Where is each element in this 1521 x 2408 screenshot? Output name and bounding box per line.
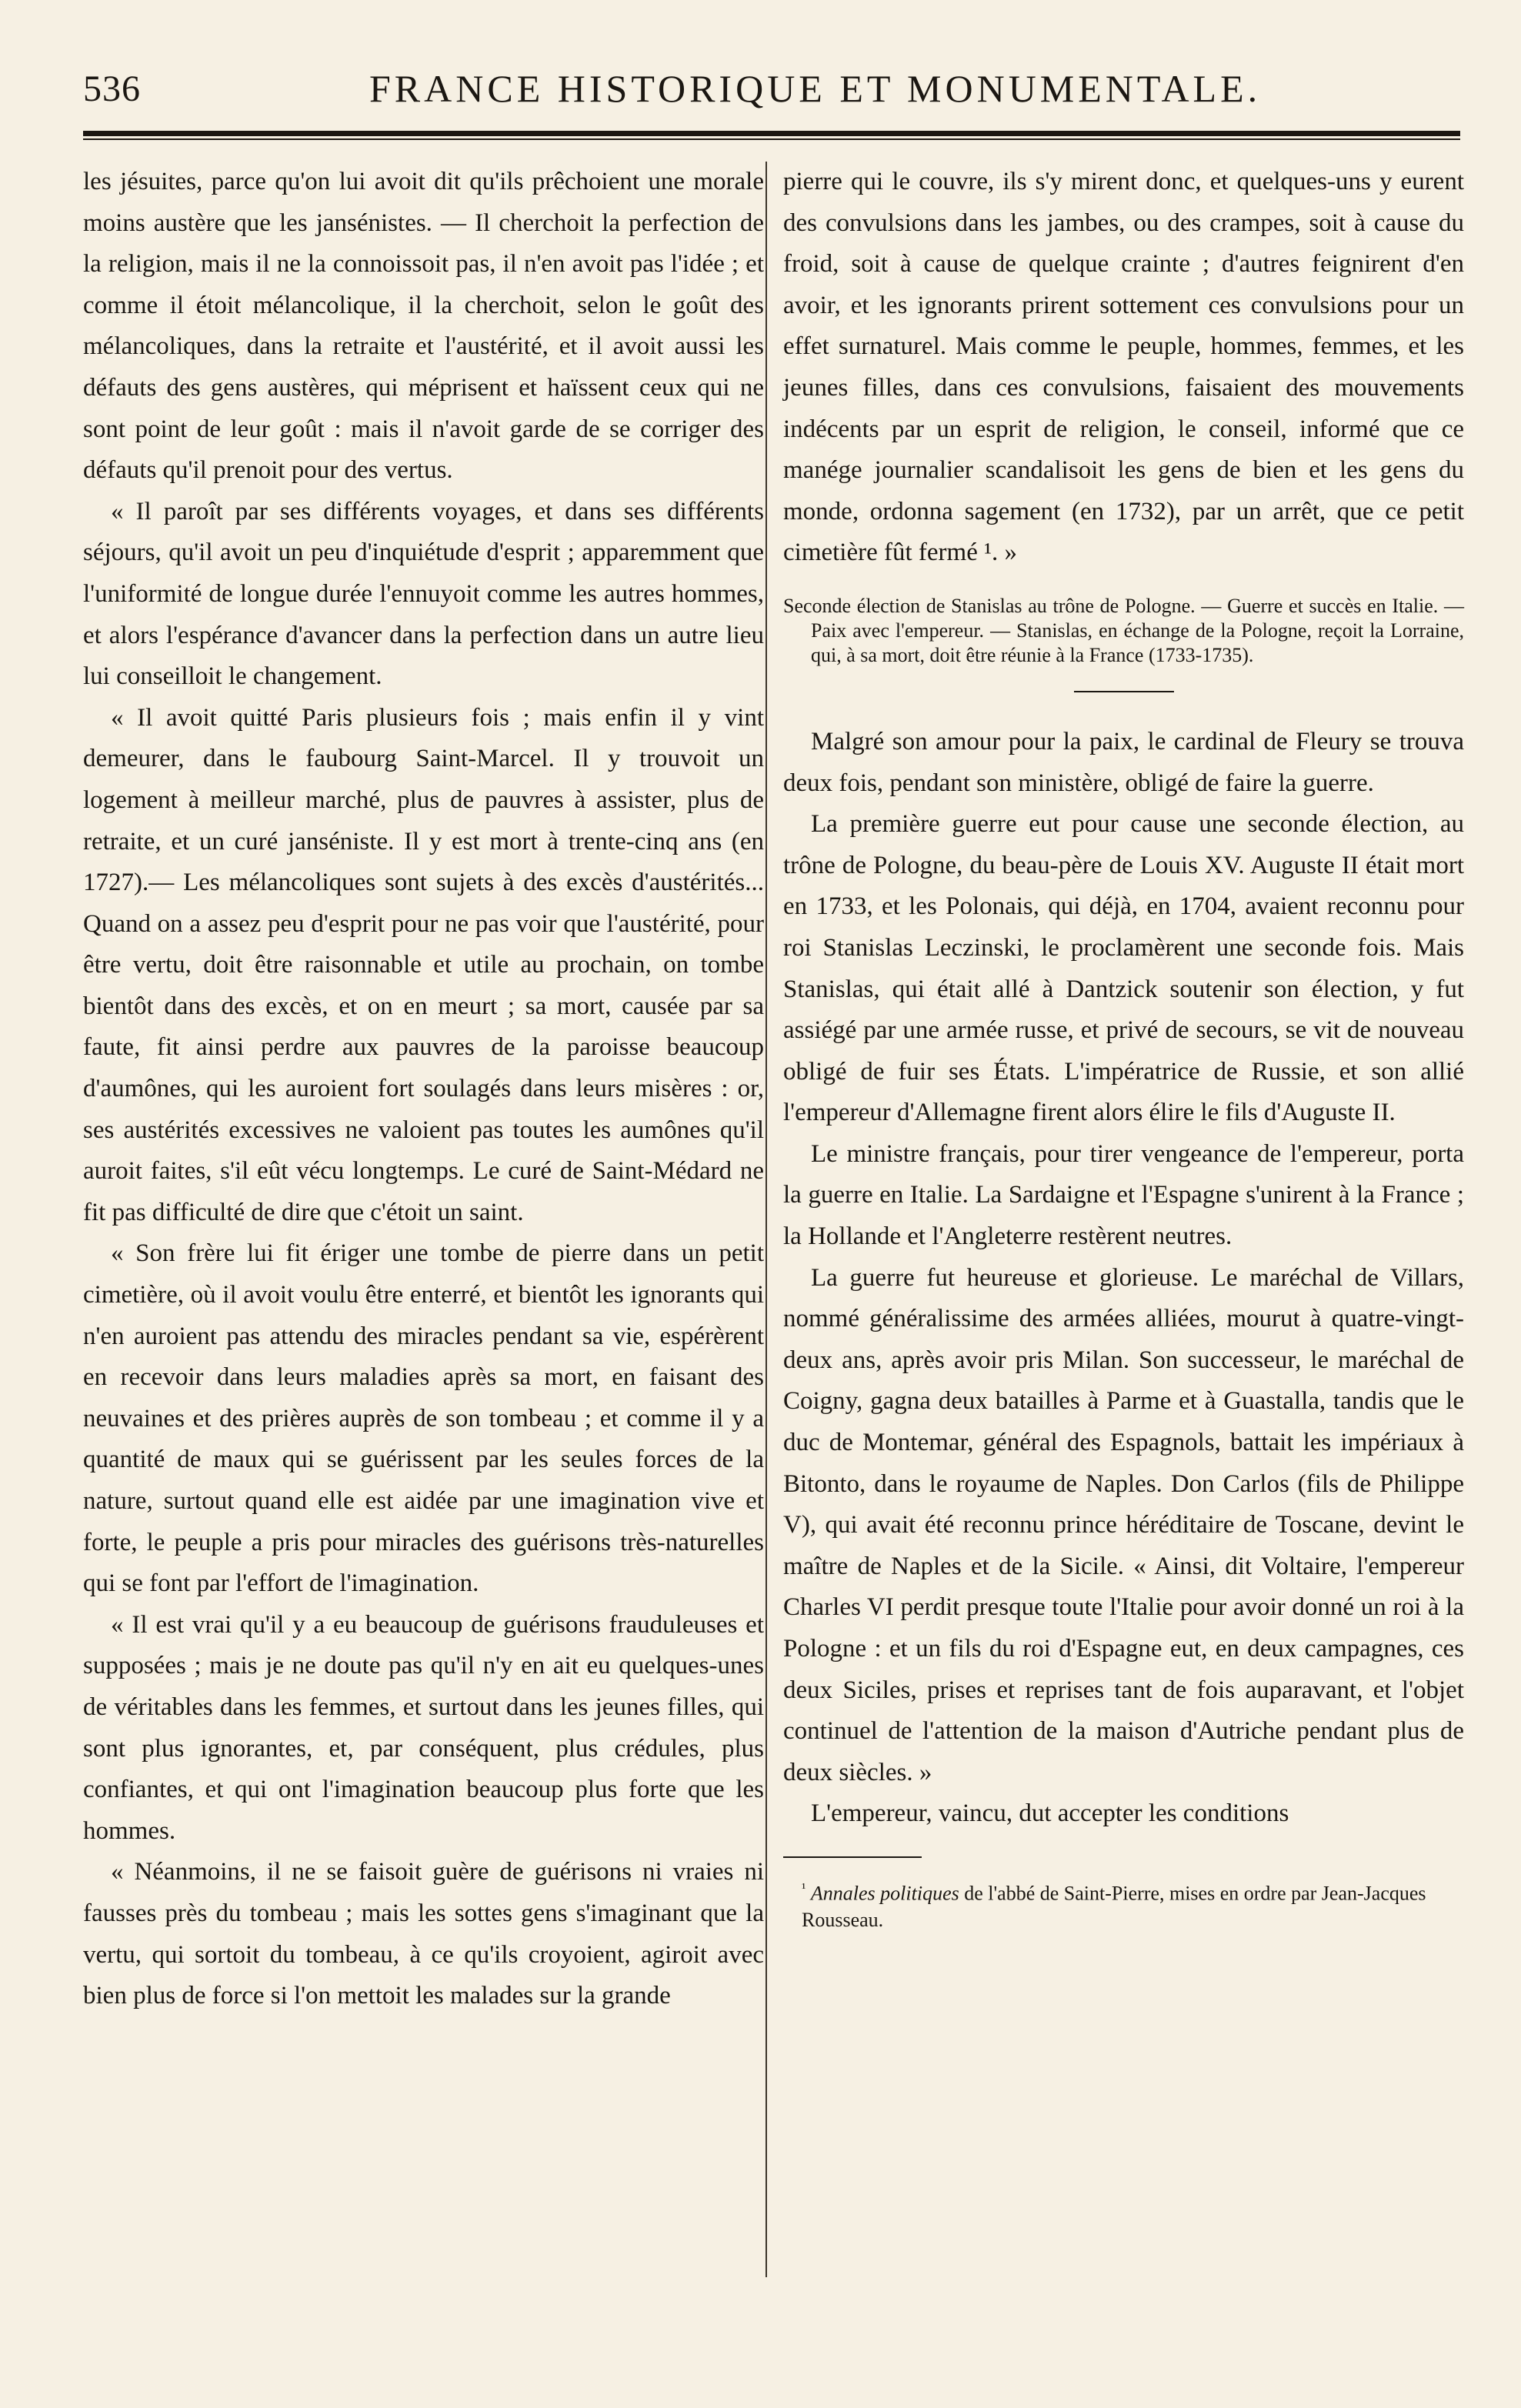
paragraph: L'empereur, vaincu, dut accepter les conditions <box>811 1799 1289 1828</box>
footnote-text: de l'abbé de Saint-Pierre, mises en ordre par Jean-Jacques Rousseau. <box>802 1882 1426 1931</box>
column-divider <box>766 162 767 2277</box>
paragraph: pierre qui le couvre, ils s'y mirent donc, et quelques-uns y eurent des convulsions dans les jambes, ou des crampes, soit à cause du froid, soit à cause de quelque crainte ; d'autres feignirent d'en avoir, et les ignorants prirent sottement ces convulsions pour un effet surnaturel. Mais comme le peuple, hommes, femmes, et les jeunes filles, dans ces convulsions, faisaient des mouvements indécents par un esprit de religion, le conseil, informé que ce manége journalier scandalisoit les gens de bien et les gens du monde, ordonna sagement (en 1732), par un arrêt, que ce petit cimetière fût fermé ¹. » <box>783 168 1464 567</box>
paragraph: « Son frère lui fit ériger une tombe de pierre dans un petit cimetière, où il avoit voulu être enterré, et bientôt les ignorants qui n'en auroient pas attendu des miracles pendant sa vie, espérèrent en recevoir dans leurs maladies après sa mort, en faisant des neuvaines et des prières auprès de son tombeau ; et comme il y a quantité de maux qui se guérissent par les seules forces de la nature, surtout quand elle est aidée par une imagination vive et forte, le peuple a pris pour miracles des guérisons très-naturelles qui se font par l'effort de l'imagination. <box>83 1239 764 1598</box>
paragraph: « Il paroît par ses différents voyages, et dans ses différents séjours, qu'il avoit un peu d'inquiétude d'esprit ; apparemment que l'uniformité de longue durée l'ennuyoit comme les autres hommes, et alors l'espérance d'avancer dans la perfection dans un autre lieu lui conseilloit le changement. <box>83 497 764 691</box>
paragraph: La première guerre eut pour cause une seconde élection, au trône de Pologne, du beau-père de Louis XV. Auguste II était mort en 1733, et les Polonais, qui déjà, en 1704, avaient reconnu pour roi Stanislas Leczinski, le proclamèrent une seconde fois. Mais Stanislas, qui était allé à Dantzick soutenir son élection, y fut assiégé par une armée russe, et privé de secours, se vit de nouveau obligé de fuir ses États. L'impératrice de Russie, et son allié l'empereur d'Allemagne firent alors élire le fils d'Auguste II. <box>783 810 1464 1127</box>
paragraph: Malgré son amour pour la paix, le cardinal de Fleury se trouva deux fois, pendant son ministère, obligé de faire la guerre. <box>783 727 1464 797</box>
paragraph: Le ministre français, pour tirer vengeance de l'empereur, porta la guerre en Italie. La Sardaigne et l'Espagne s'unirent à la France ; la Hollande et l'Angleterre restèrent neutres. <box>783 1139 1464 1251</box>
footnote <box>783 1875 1464 1933</box>
paragraph: « Il avoit quitté Paris plusieurs fois ; mais enfin il y vint demeurer, dans le faubourg Saint-Marcel. Il y trouvoit un logement à meilleur marché, plus de pauvres à assister, plus de retraite, et un curé janséniste. Il y est mort à trente-cinq ans (en 1727).— Les mélancoliques sont sujets à des excès d'austérités... Quand on a assez peu d'esprit pour ne pas voir que l'austérité, pour être vertu, doit être raisonnable et utile au prochain, on tombe bientôt dans des excès, et on en meurt ; sa mort, causée par sa faute, fit ainsi perdre aux pauvres de la paroisse beaucoup d'aumônes, qui les auroient fort soulagés dans leurs misères : or, ses austérités excessives ne valoient pas toutes les aumônes qu'il auroit faites, s'il eût vécu longtemps. Le curé de Saint-Médard ne fit pas difficulté de dire que c'étoit un saint. <box>83 703 764 1226</box>
section-summary: Seconde élection de Stanislas au trône de Pologne. — Guerre et succès en Italie. — Paix avec l'empereur. — Stanislas, en échange de la Pologne, reçoit la Lorraine, qui, à sa mort, doit être réunie à la France (1733-1735). <box>783 594 1464 666</box>
left-column <box>83 162 764 2017</box>
paragraph: « Néanmoins, il ne se faisoit guère de guérisons ni vraies ni fausses près du tombeau ; mais les sottes gens s'imaginant que la vertu, qui sortoit du tombeau, à ce qu'ils croyoient, agiroit avec bien plus de force si l'on mettoit les malades sur la grande <box>83 1858 764 2010</box>
page-header <box>0 0 1521 154</box>
footnote-rule <box>783 1856 922 1858</box>
footnote-marker: ¹ <box>802 1879 806 1896</box>
page-number: 536 <box>83 68 141 109</box>
header-rule <box>83 131 1460 140</box>
paragraph: les jésuites, parce qu'on lui avoit dit qu'ils prêchoient une morale moins austère que les jansénistes. — Il cherchoit la perfection de la religion, mais il ne la connoissoit pas, il n'en avoit pas l'idée ; et comme il étoit mélancolique, il la cherchoit, selon le goût des mélancoliques, dans la retraite et l'austérité, et il avoit aussi les défauts des gens austères, qui méprisent et haïssent ceux qui ne sont point de leur goût : mais il n'avoit garde de se corriger des défauts qu'il prenoit pour des vertus. <box>83 168 764 485</box>
footnote-title: Annales politiques <box>810 1882 959 1905</box>
right-column <box>783 162 1464 1933</box>
paragraph: La guerre fut heureuse et glorieuse. Le maréchal de Villars, nommé généralissime des armées alliées, mourut à quatre-vingt-deux ans, après avoir pris Milan. Son successeur, le maréchal de Coigny, gagna deux batailles à Parme et à Guastalla, tandis que le duc de Montemar, général des Espagnols, battait les impériaux à Bitonto, dans le royaume de Naples. Don Carlos (fils de Philippe V), qui avait été reconnu prince héréditaire de Toscane, devint le maître de Naples et de la Sicile. « Ainsi, dit Voltaire, l'empereur Charles VI perdit presque toute l'Italie pour avoir donné un roi à la Pologne : et un fils du roi d'Espagne eut, en deux campagnes, ces deux Siciles, prises et reprises tant de fois auparavant, et l'objet continuel de l'attention de la maison d'Autriche pendant plus de deux siècles. » <box>783 1263 1464 1786</box>
summary-rule <box>1074 691 1174 692</box>
running-title: FRANCE HISTORIQUE ET MONUMENTALE. <box>369 67 1262 110</box>
paragraph: « Il est vrai qu'il y a eu beaucoup de guérisons frauduleuses et supposées ; mais je ne doute pas qu'il n'y en ait eu quelques-unes de véritables dans les femmes, et surtout dans les jeunes filles, qui sont plus ignorantes, et, par conséquent, plus crédules, plus confiantes, et qui ont l'imagination beaucoup plus forte que les hommes. <box>83 1610 764 1845</box>
